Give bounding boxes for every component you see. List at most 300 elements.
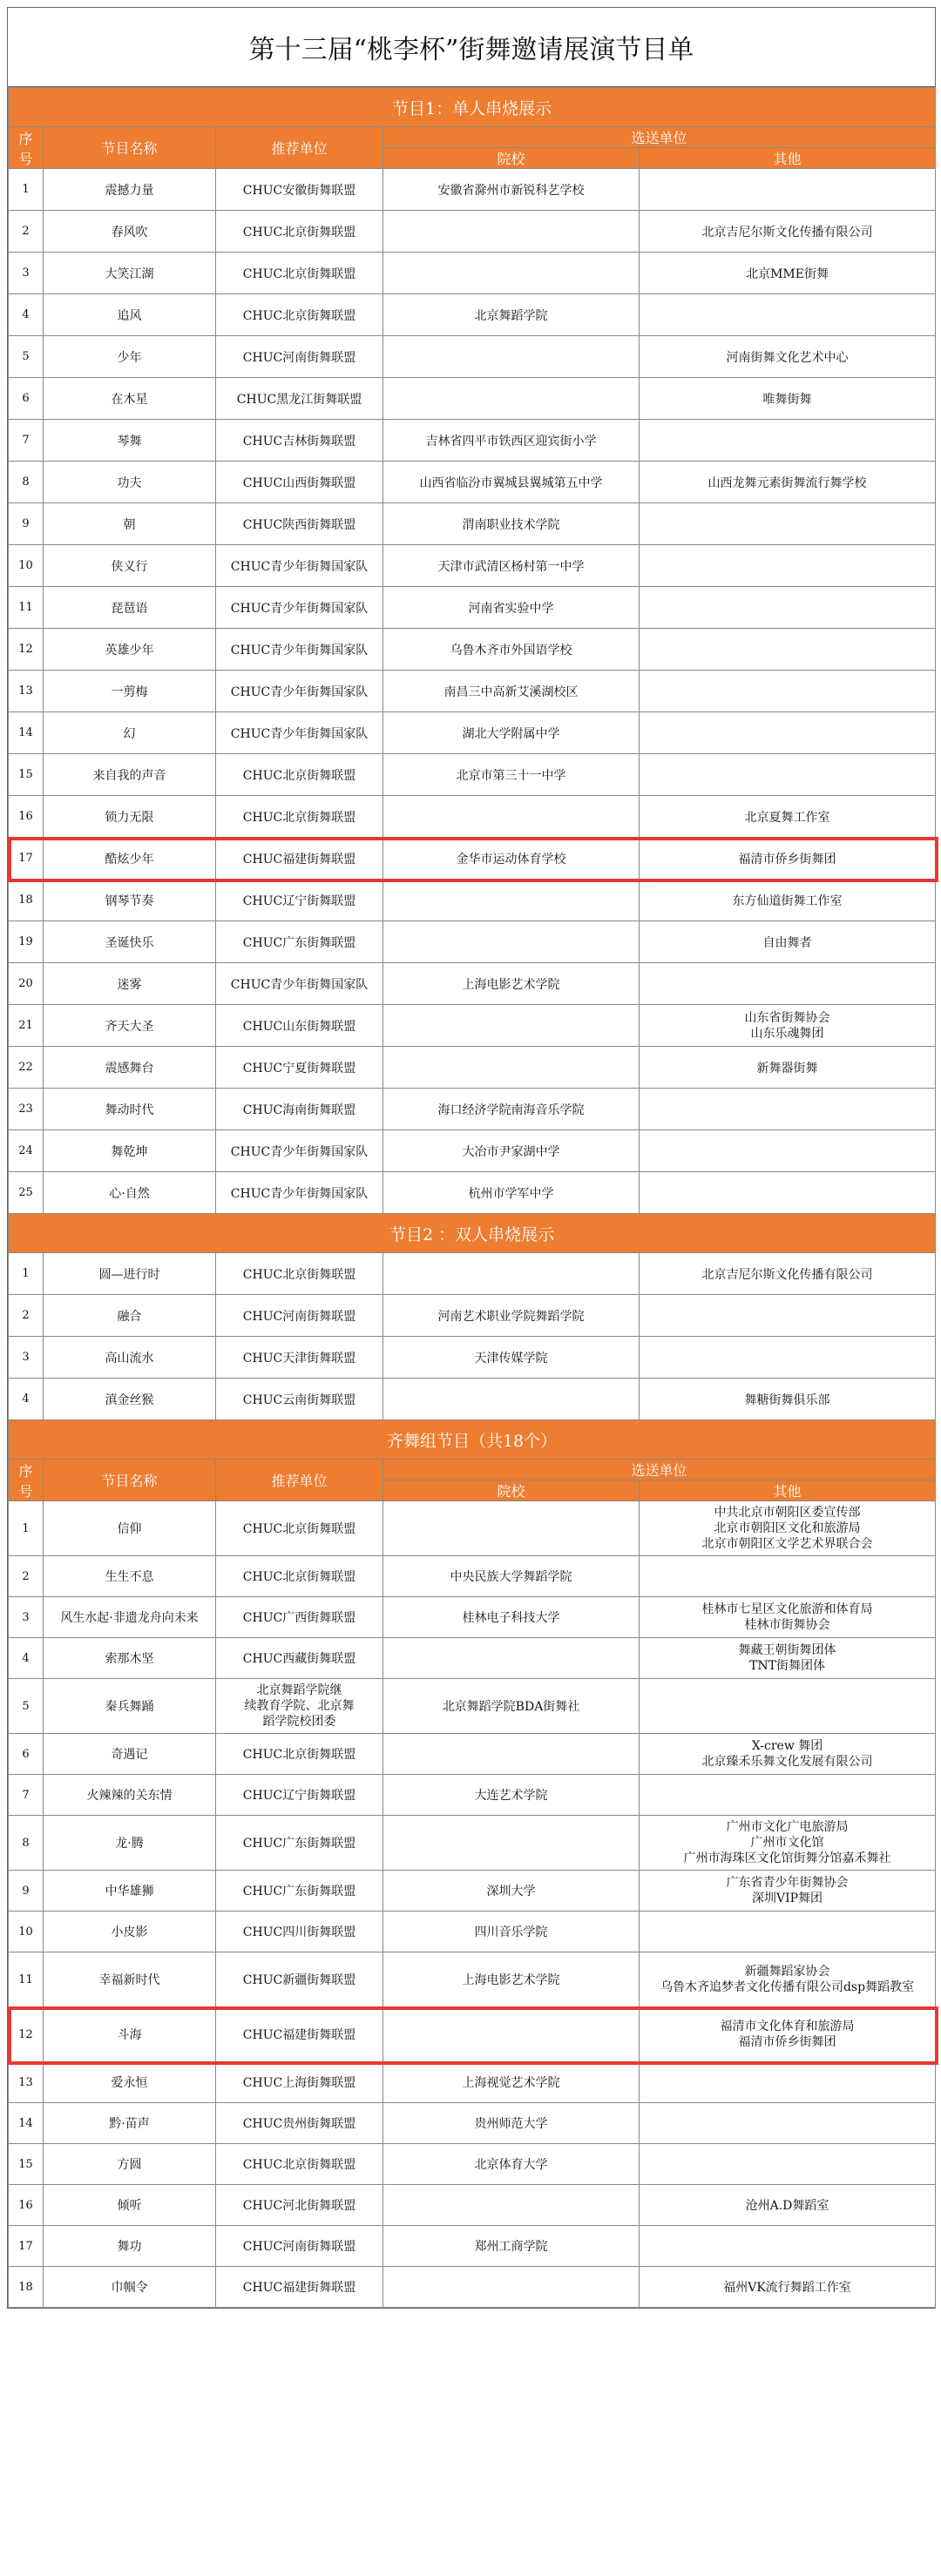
cell-line: 北京市朝阳区文化和旅游局 — [714, 1521, 861, 1535]
cell-other: 北京MME街舞 — [640, 253, 936, 294]
cell-other — [640, 1597, 936, 1638]
cell-recommender: CHUC山西街舞联盟 — [216, 462, 383, 503]
cell-recommender: CHUC吉林街舞联盟 — [216, 420, 383, 462]
cell-program-name: 锁力无限 — [44, 796, 216, 838]
table-row — [9, 629, 936, 671]
cell-line: 广州市文化广电旅游局 — [726, 1820, 849, 1834]
cell-index: 5 — [9, 1679, 44, 1734]
cell-recommender: CHUC青少年街舞国家队 — [216, 629, 383, 671]
cell-school: 上海视觉艺术学院 — [383, 2062, 640, 2103]
cell-recommender: CHUC西藏街舞联盟 — [216, 1638, 383, 1679]
table-row — [9, 1047, 936, 1089]
cell-other: 自由舞者 — [640, 921, 936, 963]
cell-school: 湖北大学附属中学 — [383, 712, 640, 754]
table-row — [9, 2062, 936, 2103]
cell-line: 广东省青少年街舞协会 — [726, 1876, 849, 1890]
cell-recommender: CHUC北京街舞联盟 — [216, 253, 383, 294]
table-row — [9, 1556, 936, 1597]
cell-school — [383, 1253, 640, 1295]
cell-recommender — [216, 1679, 383, 1734]
cell-index: 2 — [9, 211, 44, 253]
cell-other: 唯舞街舞 — [640, 378, 936, 420]
table-row — [9, 671, 936, 712]
table-row — [9, 1089, 936, 1130]
cell-program-name: 震撼力量 — [44, 169, 216, 211]
header-rec: 推荐单位 — [216, 127, 383, 169]
cell-school — [383, 921, 640, 963]
cell-line: 乌鲁木齐追梦者文化传播有限公司dsp舞蹈教室 — [660, 1980, 915, 1994]
cell-line: 蹈学院校团委 — [262, 1715, 336, 1729]
cell-other — [640, 2062, 936, 2103]
cell-other — [640, 1005, 936, 1047]
cell-recommender: CHUC福建街舞联盟 — [216, 2267, 383, 2308]
cell-recommender: CHUC青少年街舞国家队 — [216, 1172, 383, 1214]
cell-other — [640, 1775, 936, 1816]
cell-index: 19 — [9, 921, 44, 963]
cell-program-name: 舞功 — [44, 2226, 216, 2267]
cell-index: 12 — [9, 2007, 44, 2062]
cell-school — [383, 378, 640, 420]
cell-other: 新舞器街舞 — [640, 1047, 936, 1089]
table-row — [9, 2144, 936, 2185]
cell-program-name: 黔·苗声 — [44, 2103, 216, 2144]
cell-recommender: CHUC陕西街舞联盟 — [216, 503, 383, 545]
cell-other: 北京夏舞工作室 — [640, 796, 936, 838]
table-row — [9, 754, 936, 796]
cell-recommender: CHUC北京街舞联盟 — [216, 1556, 383, 1597]
page-title: 第十三届“桃李杯”街舞邀请展演节目单 — [8, 8, 935, 87]
cell-recommender: CHUC北京街舞联盟 — [216, 211, 383, 253]
cell-index: 17 — [9, 838, 44, 880]
cell-recommender: CHUC新疆街舞联盟 — [216, 1952, 383, 2007]
header-send: 选送单位 — [383, 1460, 936, 1480]
cell-recommender: CHUC海南街舞联盟 — [216, 1089, 383, 1130]
cell-program-name: 生生不息 — [44, 1556, 216, 1597]
cell-recommender: CHUC青少年街舞国家队 — [216, 671, 383, 712]
cell-recommender: CHUC青少年街舞国家队 — [216, 1130, 383, 1172]
cell-other — [640, 1871, 936, 1912]
cell-school — [383, 1638, 640, 1679]
cell-line: X-crew 舞团 — [751, 1739, 823, 1753]
cell-index: 11 — [9, 587, 44, 629]
cell-index: 22 — [9, 1047, 44, 1089]
cell-school: 吉林省四平市铁西区迎宾街小学 — [383, 420, 640, 462]
cell-program-name: 龙·腾 — [44, 1816, 216, 1871]
cell-other: 沧州A.D舞蹈室 — [640, 2185, 936, 2226]
header-other: 其他 — [640, 148, 936, 169]
program-table — [8, 87, 936, 2308]
cell-other — [640, 629, 936, 671]
cell-program-name: 巾帼令 — [44, 2267, 216, 2308]
cell-school: 四川音乐学院 — [383, 1912, 640, 1952]
header-rec: 推荐单位 — [216, 1460, 383, 1501]
cell-recommender: CHUC北京街舞联盟 — [216, 754, 383, 796]
cell-index: 14 — [9, 2103, 44, 2144]
cell-recommender: CHUC北京街舞联盟 — [216, 1253, 383, 1295]
cell-school: 北京体育大学 — [383, 2144, 640, 2185]
cell-other — [640, 169, 936, 211]
cell-recommender: CHUC北京街舞联盟 — [216, 294, 383, 336]
cell-other: 福州VK流行舞蹈工作室 — [640, 2267, 936, 2308]
cell-index: 23 — [9, 1089, 44, 1130]
cell-index: 8 — [9, 462, 44, 503]
cell-program-name: 融合 — [44, 1295, 216, 1337]
cell-other — [640, 1172, 936, 1214]
cell-line: 北京舞蹈学院继 — [256, 1683, 342, 1697]
table-row — [9, 294, 936, 336]
cell-program-name: 春风吹 — [44, 211, 216, 253]
cell-other — [640, 2226, 936, 2267]
cell-other — [640, 503, 936, 545]
cell-other: 山西龙舞元素街舞流行舞学校 — [640, 462, 936, 503]
table-row — [9, 2267, 936, 2308]
cell-program-name: 圣诞快乐 — [44, 921, 216, 963]
cell-index: 6 — [9, 378, 44, 420]
cell-school: 南昌三中高新艾溪湖校区 — [383, 671, 640, 712]
cell-recommender: CHUC青少年街舞国家队 — [216, 963, 383, 1005]
cell-other: 北京吉尼尔斯文化传播有限公司 — [640, 1253, 936, 1295]
table-row — [9, 253, 936, 294]
cell-line: 舞藏王朝街舞团体 — [738, 1643, 836, 1657]
cell-program-name: 斗海 — [44, 2007, 216, 2062]
table-row — [9, 1379, 936, 1420]
cell-program-name: 幸福新时代 — [44, 1952, 216, 2007]
cell-program-name: 少年 — [44, 336, 216, 378]
cell-other — [640, 1556, 936, 1597]
cell-school: 天津传媒学院 — [383, 1337, 640, 1379]
cell-recommender: CHUC河南街舞联盟 — [216, 336, 383, 378]
cell-school: 大冶市尹家湖中学 — [383, 1130, 640, 1172]
cell-index: 6 — [9, 1734, 44, 1775]
cell-index: 2 — [9, 1556, 44, 1597]
section-title: 齐舞组节目（共18个） — [9, 1420, 936, 1460]
program-list-page — [7, 7, 936, 2309]
cell-program-name: 钢琴节奏 — [44, 880, 216, 921]
cell-school — [383, 211, 640, 253]
cell-program-name: 侠义行 — [44, 545, 216, 587]
table-row — [9, 420, 936, 462]
table-row — [9, 503, 936, 545]
cell-program-name: 齐天大圣 — [44, 1005, 216, 1047]
cell-other — [640, 1912, 936, 1952]
cell-recommender: CHUC宁夏街舞联盟 — [216, 1047, 383, 1089]
header-idx: 序号 — [9, 127, 44, 169]
cell-other — [640, 1089, 936, 1130]
cell-index: 24 — [9, 1130, 44, 1172]
cell-school — [383, 2267, 640, 2308]
cell-line: 北京臻禾乐舞文化发展有限公司 — [701, 1755, 873, 1769]
cell-index: 9 — [9, 503, 44, 545]
cell-index: 11 — [9, 1952, 44, 2007]
cell-recommender: CHUC北京街舞联盟 — [216, 1501, 383, 1556]
cell-recommender: CHUC辽宁街舞联盟 — [216, 880, 383, 921]
cell-recommender: CHUC山东街舞联盟 — [216, 1005, 383, 1047]
cell-school: 桂林电子科技大学 — [383, 1597, 640, 1638]
cell-program-name: 迷雾 — [44, 963, 216, 1005]
cell-recommender: CHUC青少年街舞国家队 — [216, 545, 383, 587]
cell-other — [640, 420, 936, 462]
cell-index: 14 — [9, 712, 44, 754]
cell-index: 4 — [9, 1379, 44, 1420]
cell-program-name: 奇遇记 — [44, 1734, 216, 1775]
cell-recommender: CHUC福建街舞联盟 — [216, 2007, 383, 2062]
cell-other — [640, 2144, 936, 2185]
cell-recommender: CHUC北京街舞联盟 — [216, 796, 383, 838]
table-row — [9, 2007, 936, 2062]
cell-other — [640, 294, 936, 336]
cell-index: 17 — [9, 2226, 44, 2267]
cell-program-name: 舞动时代 — [44, 1089, 216, 1130]
cell-school — [383, 336, 640, 378]
cell-other — [640, 2103, 936, 2144]
cell-school: 河南艺术职业学院舞蹈学院 — [383, 1295, 640, 1337]
table-row — [9, 963, 936, 1005]
cell-other — [640, 963, 936, 1005]
table-row — [9, 211, 936, 253]
cell-school: 杭州市学军中学 — [383, 1172, 640, 1214]
cell-recommender: CHUC黑龙江街舞联盟 — [216, 378, 383, 420]
cell-school: 天津市武清区杨村第一中学 — [383, 545, 640, 587]
cell-other — [640, 1638, 936, 1679]
cell-recommender: CHUC福建街舞联盟 — [216, 838, 383, 880]
cell-index: 12 — [9, 629, 44, 671]
table-row — [9, 1775, 936, 1816]
cell-school: 北京舞蹈学院 — [383, 294, 640, 336]
cell-index: 16 — [9, 2185, 44, 2226]
cell-program-name: 一剪梅 — [44, 671, 216, 712]
cell-other — [640, 754, 936, 796]
section-title: 节目2 ：双人串烧展示 — [9, 1214, 936, 1253]
cell-school: 郑州工商学院 — [383, 2226, 640, 2267]
cell-index: 5 — [9, 336, 44, 378]
cell-recommender: CHUC辽宁街舞联盟 — [216, 1775, 383, 1816]
header-name: 节目名称 — [44, 127, 216, 169]
cell-other — [640, 1734, 936, 1775]
cell-line: 山东乐魂舞团 — [750, 1026, 824, 1041]
cell-other — [640, 2007, 936, 2062]
table-row — [9, 796, 936, 838]
cell-program-name: 圆—进行时 — [44, 1253, 216, 1295]
section-header — [9, 1214, 936, 1253]
table-header-row — [9, 1460, 936, 1480]
cell-school: 海口经济学院南海音乐学院 — [383, 1089, 640, 1130]
cell-program-name: 心·自然 — [44, 1172, 216, 1214]
cell-program-name: 朝 — [44, 503, 216, 545]
cell-program-name: 小皮影 — [44, 1912, 216, 1952]
cell-program-name: 信仰 — [44, 1501, 216, 1556]
table-row — [9, 1295, 936, 1337]
cell-school: 北京舞蹈学院BDA街舞社 — [383, 1679, 640, 1734]
cell-index: 9 — [9, 1871, 44, 1912]
table-row — [9, 378, 936, 420]
cell-school — [383, 1005, 640, 1047]
cell-recommender: CHUC安徽街舞联盟 — [216, 169, 383, 211]
cell-school — [383, 2185, 640, 2226]
table-row — [9, 2226, 936, 2267]
cell-program-name: 酷炫少年 — [44, 838, 216, 880]
cell-index: 18 — [9, 2267, 44, 2308]
cell-line: 北京市朝阳区文学艺术界联合会 — [701, 1537, 873, 1551]
cell-index: 15 — [9, 2144, 44, 2185]
cell-index: 15 — [9, 754, 44, 796]
header-name: 节目名称 — [44, 1460, 216, 1501]
cell-line: TNT街舞团体 — [749, 1659, 825, 1673]
cell-index: 1 — [9, 1253, 44, 1295]
cell-index: 4 — [9, 1638, 44, 1679]
cell-school: 上海电影艺术学院 — [383, 1952, 640, 2007]
cell-school — [383, 2007, 640, 2062]
cell-index: 2 — [9, 1295, 44, 1337]
cell-program-name: 英雄少年 — [44, 629, 216, 671]
cell-program-name: 在木星 — [44, 378, 216, 420]
cell-program-name: 火辣辣的关东情 — [44, 1775, 216, 1816]
cell-line: 福清市侨乡街舞团 — [738, 2035, 836, 2049]
cell-school: 深圳大学 — [383, 1871, 640, 1912]
cell-recommender: CHUC贵州街舞联盟 — [216, 2103, 383, 2144]
table-row — [9, 336, 936, 378]
cell-other: 东方仙道街舞工作室 — [640, 880, 936, 921]
table-row — [9, 545, 936, 587]
cell-recommender: CHUC四川街舞联盟 — [216, 1912, 383, 1952]
cell-program-name: 中华雄狮 — [44, 1871, 216, 1912]
cell-other: 舞糖街舞俱乐部 — [640, 1379, 936, 1420]
cell-recommender: CHUC上海街舞联盟 — [216, 2062, 383, 2103]
cell-program-name: 追风 — [44, 294, 216, 336]
cell-school — [383, 1047, 640, 1089]
cell-recommender: CHUC广东街舞联盟 — [216, 921, 383, 963]
cell-school: 乌鲁木齐市外国语学校 — [383, 629, 640, 671]
cell-index: 13 — [9, 2062, 44, 2103]
cell-index: 13 — [9, 671, 44, 712]
cell-line: 广州市文化馆 — [750, 1836, 824, 1850]
section-title: 节目1：单人串烧展示 — [9, 88, 936, 127]
cell-other: 福清市侨乡街舞团 — [640, 838, 936, 880]
table-row — [9, 1005, 936, 1047]
cell-program-name: 琴舞 — [44, 420, 216, 462]
cell-other — [640, 1337, 936, 1379]
cell-recommender: CHUC天津街舞联盟 — [216, 1337, 383, 1379]
cell-other: 河南街舞文化艺术中心 — [640, 336, 936, 378]
table-row — [9, 1638, 936, 1679]
table-row — [9, 1597, 936, 1638]
cell-index: 7 — [9, 1775, 44, 1816]
cell-recommender: CHUC广东街舞联盟 — [216, 1816, 383, 1871]
cell-line: 深圳VIP舞团 — [752, 1892, 823, 1905]
cell-recommender: CHUC广东街舞联盟 — [216, 1871, 383, 1912]
header-school: 院校 — [383, 1480, 640, 1501]
cell-recommender: CHUC北京街舞联盟 — [216, 2144, 383, 2185]
cell-school: 贵州师范大学 — [383, 2103, 640, 2144]
table-row — [9, 1952, 936, 2007]
cell-program-name: 舞乾坤 — [44, 1130, 216, 1172]
cell-index: 3 — [9, 1337, 44, 1379]
cell-index: 1 — [9, 169, 44, 211]
cell-index: 21 — [9, 1005, 44, 1047]
cell-index: 8 — [9, 1816, 44, 1871]
table-row — [9, 838, 936, 880]
table-row — [9, 2103, 936, 2144]
cell-line: 桂林市七星区文化旅游和体育局 — [701, 1602, 873, 1616]
cell-school: 山西省临汾市翼城县翼城第五中学 — [383, 462, 640, 503]
section-header — [9, 1420, 936, 1460]
table-row — [9, 169, 936, 211]
cell-school: 上海电影艺术学院 — [383, 963, 640, 1005]
cell-index: 7 — [9, 420, 44, 462]
cell-index: 1 — [9, 1501, 44, 1556]
table-row — [9, 2185, 936, 2226]
cell-school — [383, 880, 640, 921]
cell-school — [383, 796, 640, 838]
table-row — [9, 1679, 936, 1734]
table-header-row — [9, 127, 936, 148]
cell-school — [383, 1816, 640, 1871]
header-send: 选送单位 — [383, 127, 936, 148]
cell-recommender: CHUC云南街舞联盟 — [216, 1379, 383, 1420]
table-row — [9, 1871, 936, 1912]
cell-other: 北京吉尼尔斯文化传播有限公司 — [640, 211, 936, 253]
header-school: 院校 — [383, 148, 640, 169]
cell-school: 安徽省滁州市新锐科艺学校 — [383, 169, 640, 211]
cell-line: 山东省街舞协会 — [744, 1010, 830, 1025]
table-row — [9, 880, 936, 921]
cell-other — [640, 587, 936, 629]
cell-line: 福清市文化体育和旅游局 — [720, 2020, 855, 2033]
cell-other — [640, 1679, 936, 1734]
cell-program-name: 琵琶语 — [44, 587, 216, 629]
table-row — [9, 712, 936, 754]
cell-line: 桂林市街舞协会 — [744, 1618, 830, 1632]
cell-school: 中央民族大学舞蹈学院 — [383, 1556, 640, 1597]
cell-line: 新疆舞蹈家协会 — [744, 1965, 830, 1979]
table-row — [9, 1337, 936, 1379]
table-row — [9, 1253, 936, 1295]
cell-school — [383, 1379, 640, 1420]
cell-recommender: CHUC北京街舞联盟 — [216, 1734, 383, 1775]
cell-other — [640, 1816, 936, 1871]
cell-index: 3 — [9, 253, 44, 294]
cell-school — [383, 253, 640, 294]
table-row — [9, 1130, 936, 1172]
header-idx: 序号 — [9, 1460, 44, 1501]
table-row — [9, 1816, 936, 1871]
cell-index: 4 — [9, 294, 44, 336]
cell-recommender: CHUC广西街舞联盟 — [216, 1597, 383, 1638]
cell-program-name: 震感舞台 — [44, 1047, 216, 1089]
cell-index: 25 — [9, 1172, 44, 1214]
cell-index: 10 — [9, 1912, 44, 1952]
cell-program-name: 幻 — [44, 712, 216, 754]
cell-recommender: CHUC河南街舞联盟 — [216, 2226, 383, 2267]
table-row — [9, 1912, 936, 1952]
cell-program-name: 功夫 — [44, 462, 216, 503]
cell-index: 16 — [9, 796, 44, 838]
cell-line: 广州市海珠区文化馆街舞分馆嘉禾舞社 — [683, 1851, 891, 1865]
cell-recommender: CHUC河南街舞联盟 — [216, 1295, 383, 1337]
cell-program-name: 秦兵舞踊 — [44, 1679, 216, 1734]
cell-school: 北京市第三十一中学 — [383, 754, 640, 796]
cell-school — [383, 1734, 640, 1775]
cell-program-name: 风生水起·非遗龙舟向未来 — [44, 1597, 216, 1638]
cell-other — [640, 712, 936, 754]
table-row — [9, 587, 936, 629]
cell-program-name: 大笑江湖 — [44, 253, 216, 294]
cell-program-name: 倾听 — [44, 2185, 216, 2226]
cell-school: 渭南职业技术学院 — [383, 503, 640, 545]
cell-school: 河南省实验中学 — [383, 587, 640, 629]
cell-program-name: 高山流水 — [44, 1337, 216, 1379]
section-header — [9, 88, 936, 127]
cell-other — [640, 1130, 936, 1172]
